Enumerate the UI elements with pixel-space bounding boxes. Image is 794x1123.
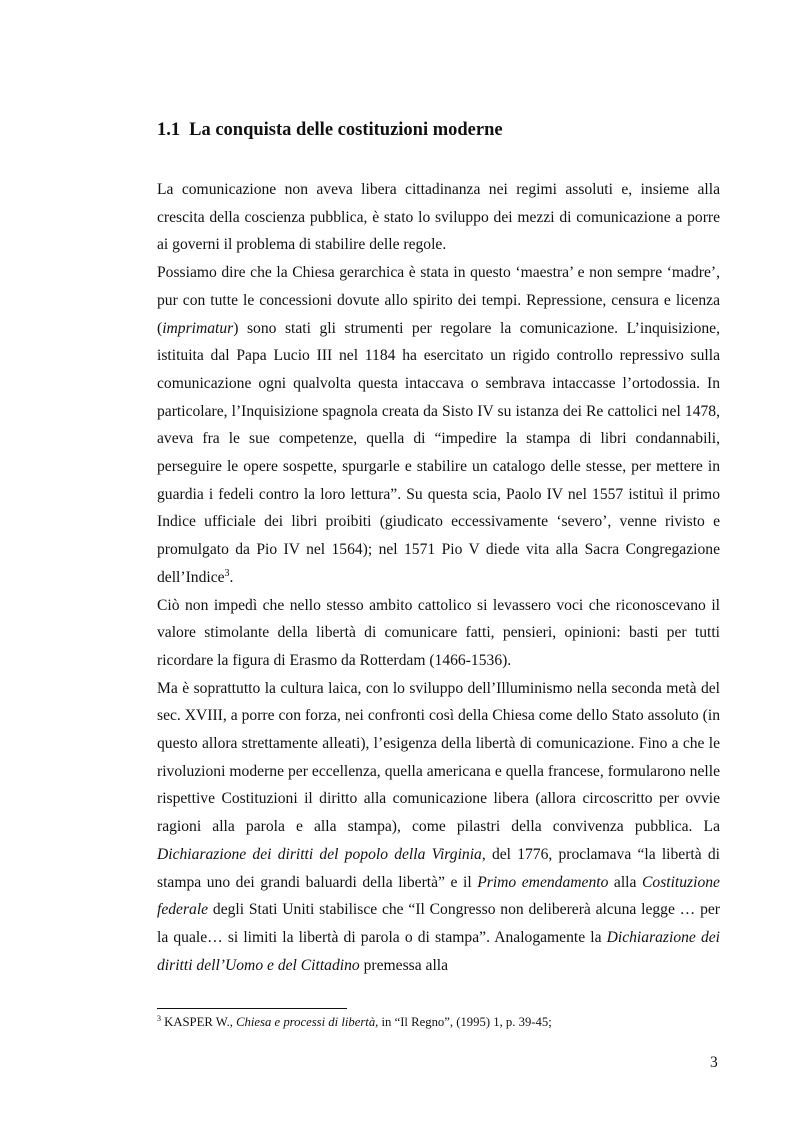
rights-of-man-declaration-title: Dichiarazione dei diritti dell’Uomo e del Cittadino <box>157 928 721 974</box>
paragraph-2 <box>157 259 720 591</box>
section-heading <box>157 120 503 141</box>
federal-constitution-title: Costituzione federale <box>157 873 720 919</box>
paragraph-4-text-a: Ma è soprattutto la cultura laica, con lo sviluppo dell’Illuminismo nella seconda metà del sec. XVIII, a porre con forza, nei confronti così della Chiesa come dello Stato assoluto (in questo allora strettamente alleati), l’esigenza della libertà di comunicazione. Fino a che le rivoluzioni moderne per eccellenza, quella americana e quella francese, formularono nelle rispettive Costituzioni il diritto alla comunicazione libera (allora circoscritto per ovvie ragioni alla parola e alla stampa), come pilastri della convivenza pubblica. La <box>157 679 720 836</box>
paragraph-2-text-c: ) sono stati gli strumenti per regolare la comunicazione. L’inquisizione, istituita dal Papa Lucio III nel 1184 ha esercitato un rigido controllo repressivo sulla comunicazione ogni qualvolta questa intaccava o sembrava intaccasse l’ortodossia. In particolare, l’Inquisizione spagnola creata da Sisto IV su istanza dei Re cattolici nel 1478, aveva fra le sue competenze, quella di “impedire la stampa di libri condannabili, perseguire le opere sospette, spurgarle e stabilire un catalogo delle stesse, per mettere in guardia i fedeli contro la loro lettura”. Su questa scia, Paolo IV nel 1557 istituì il primo Indice ufficiale dei libri proibiti (giudicato eccessivamente ‘severo’, venne rivisto e promulgato da Pio IV nel 1564); nel 1571 Pio V diede vita alla Sacra Congregazione dell’Indice <box>157 319 720 586</box>
footnote-source: in “Il Regno”, (1995) 1, p. 39-45; <box>381 1015 552 1029</box>
paragraph-4-text-e: alla <box>608 873 642 891</box>
footnote-author: KASPER W., <box>164 1015 233 1029</box>
footnote-separator <box>157 1008 347 1009</box>
virginia-declaration-title: Dichiarazione dei diritti del popolo della Virginia <box>157 845 482 863</box>
first-amendment-title: Primo emendamento <box>477 873 609 891</box>
footnote-number: 3 <box>157 1014 161 1023</box>
paragraph-3: Ciò non impedì che nello stesso ambito cattolico si levassero voci che riconoscevano il valore stimolante della libertà di comunicare fatti, pensieri, opinioni: basti per tutti ricordare la figura di Erasmo da Rotterdam (1466-1536). <box>157 596 720 669</box>
paragraph-2-text-a: Possiamo dire che la Chiesa gerarchica è stata in questo ‘maestra’ e non sempre ‘madre’, pur con tutte le concessioni dovute allo spirito dei tempi. Repressione, censura e licenza ( <box>157 264 720 337</box>
footnote-title: Chiesa e processi di libertà, <box>236 1015 379 1029</box>
paragraph-1: La comunicazione non aveva libera cittadinanza nei regimi assoluti e, insieme alla crescita della coscienza pubblica, è stato lo sviluppo dei mezzi di comunicazione a porre ai governi il problema di stabilire delle regole. <box>157 181 720 254</box>
section-number: 1.1 <box>157 120 181 140</box>
paragraph-4-text-i: premessa alla <box>359 956 449 974</box>
footnote <box>157 1014 552 1030</box>
paragraph-4 <box>157 675 720 980</box>
page-number: 3 <box>710 1054 718 1071</box>
imprimatur-term: imprimatur <box>162 319 234 337</box>
paragraph-4-text-c: , del 1776, proclamava “la libertà di stampa uno dei grandi baluardi della libertà” e il <box>157 845 720 891</box>
section-title: La conquista delle costituzioni moderne <box>189 120 503 140</box>
body-text <box>157 176 720 979</box>
paragraph-4-text-g: degli Stati Uniti stabilisce che “Il Congresso non delibererà alcuna legge … per la quale… si limiti la libertà di parola o di stampa”. Analogamente la <box>157 901 720 946</box>
paragraph-2-text-d: . <box>229 568 234 586</box>
footnote-ref[interactable]: 3 <box>224 567 230 579</box>
